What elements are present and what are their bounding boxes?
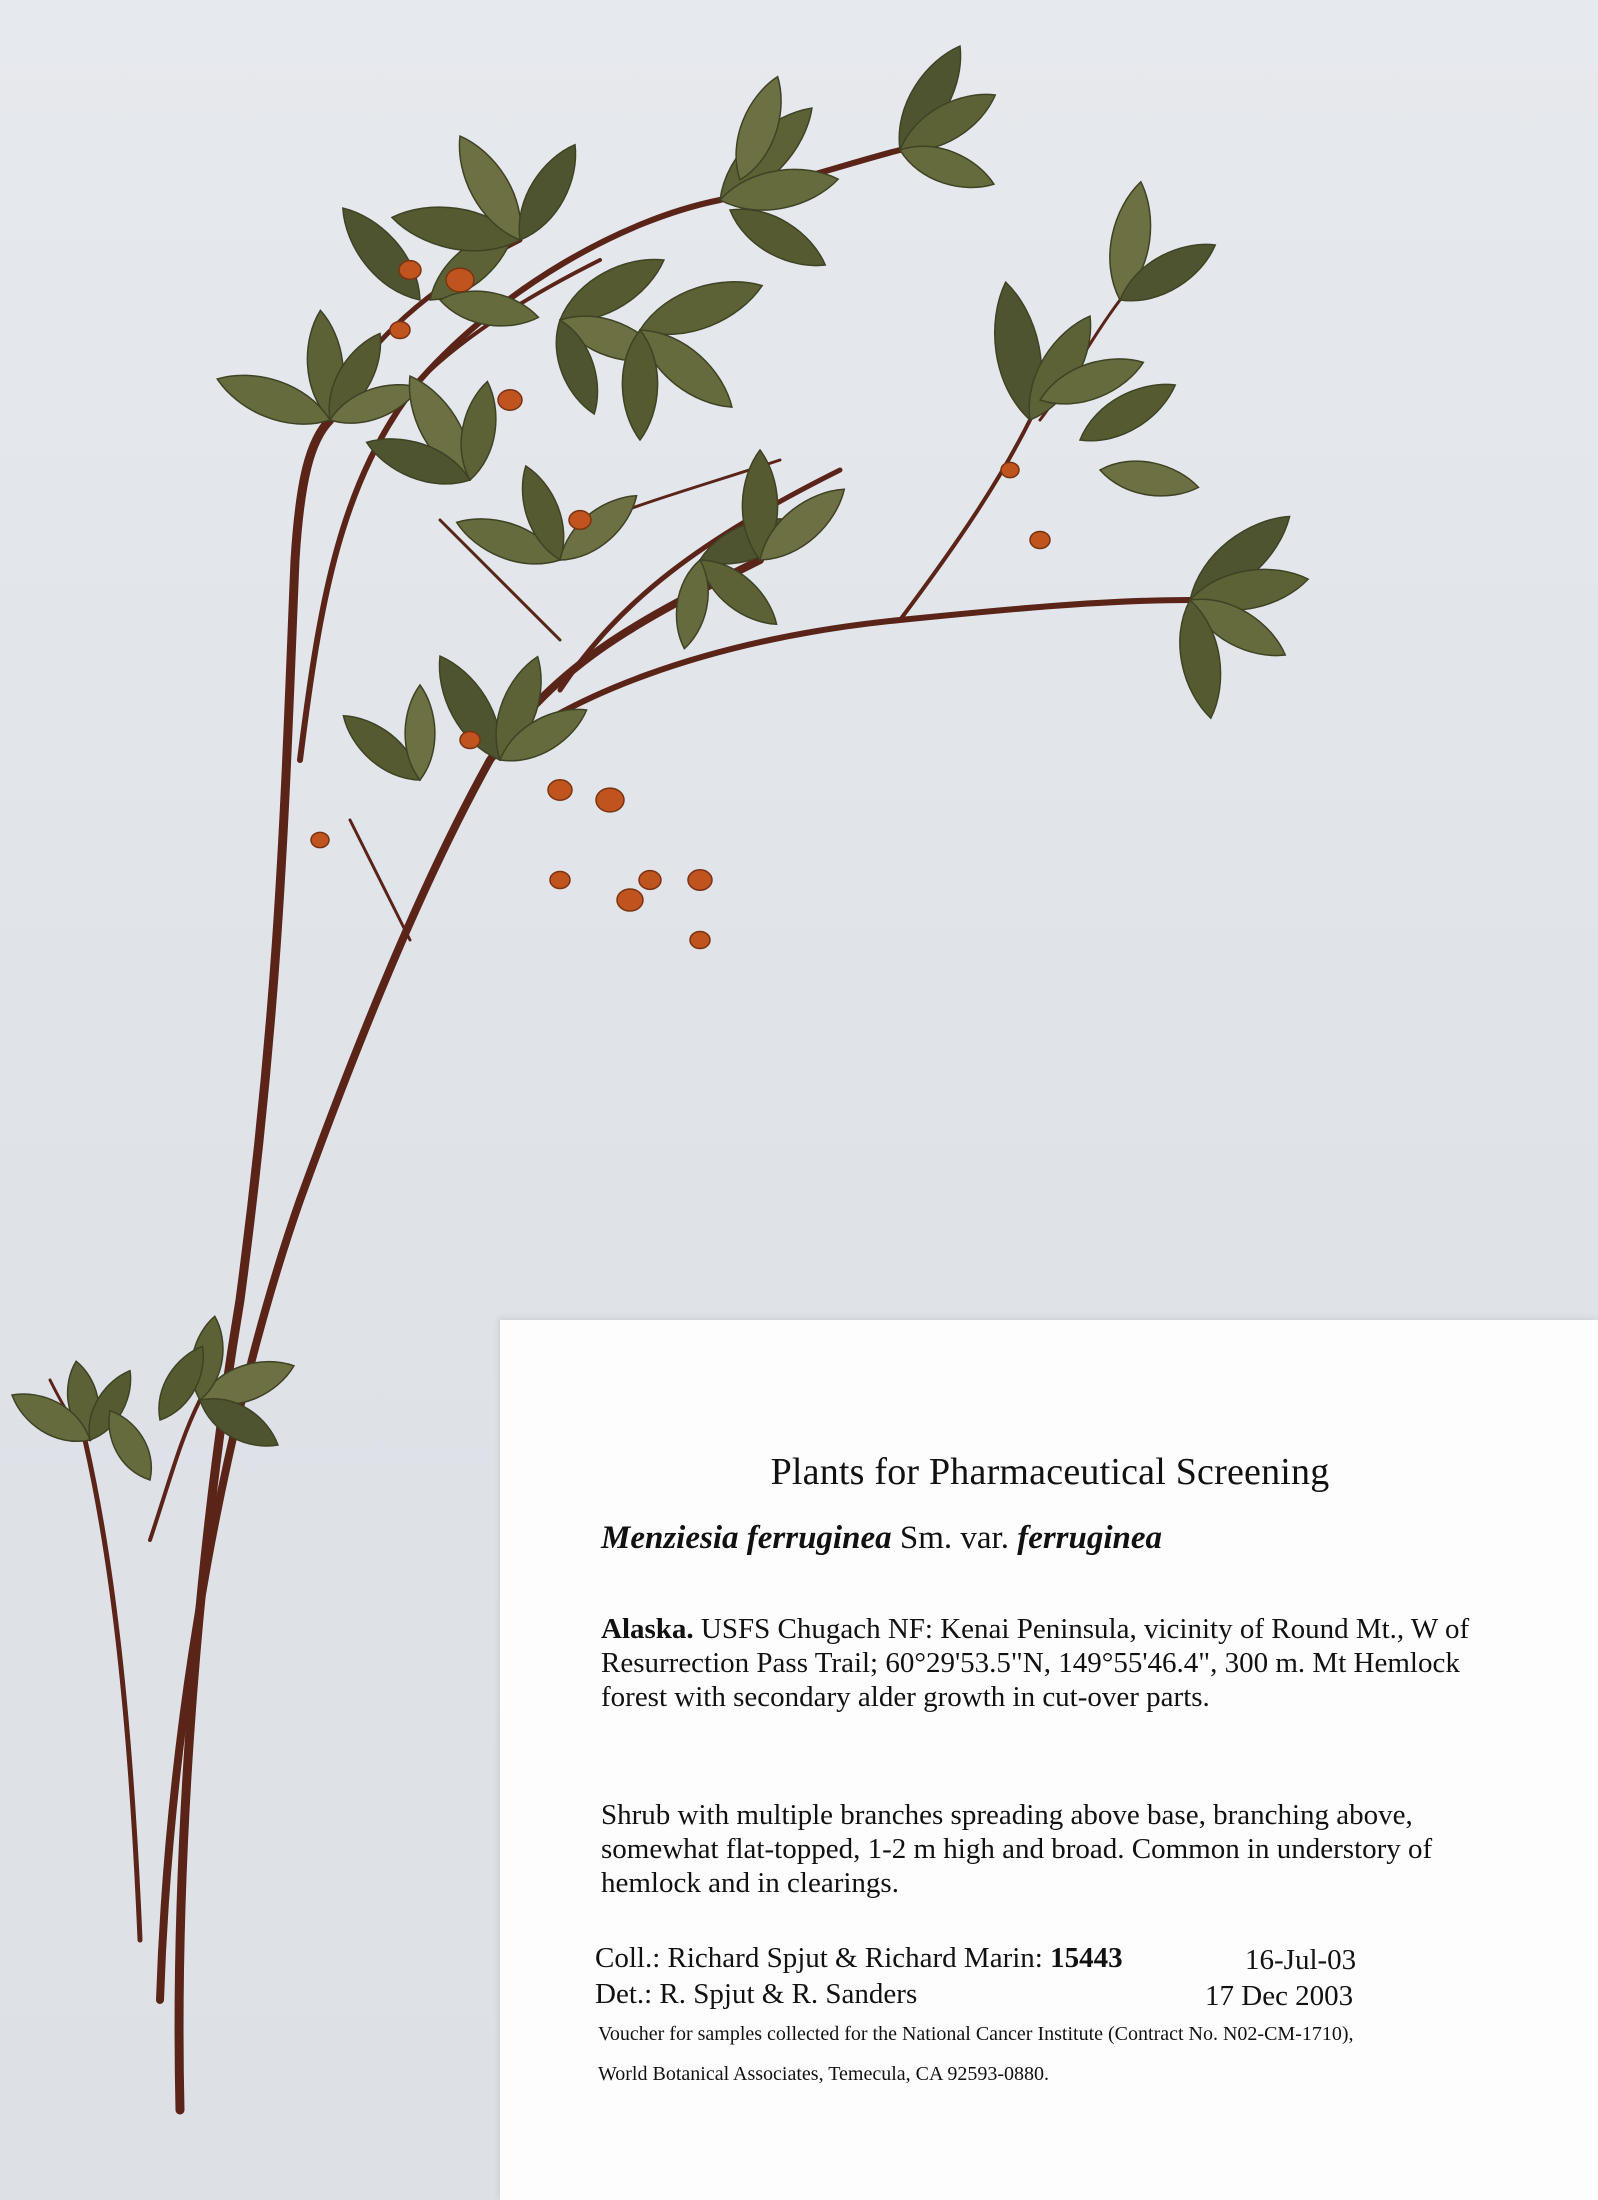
collectors: Coll.: Richard Spjut & Richard Marin:	[595, 1942, 1051, 1974]
label-title: Plants for Pharmaceutical Screening	[770, 1451, 1330, 1493]
taxon-variety: ferruginea	[1017, 1520, 1163, 1556]
stem	[350, 820, 410, 940]
locality	[601, 1612, 1501, 1714]
leaf	[550, 483, 647, 572]
flower	[639, 871, 661, 890]
determiners: Det.: R. Spjut & R. Sanders	[595, 1978, 918, 2010]
flower	[311, 832, 329, 847]
flower	[1001, 462, 1019, 477]
collector-line	[595, 1942, 1123, 1975]
taxon-genus-species: Menziesia ferruginea	[601, 1520, 892, 1556]
leaf	[1097, 454, 1201, 503]
habit-description: Shrub with multiple branches spreading above base, branching above, somewhat flat-topped, 1-2 m high and broad. Common in understory of hemlock and in clearings.	[601, 1799, 1433, 1899]
voucher-line-2: World Botanical Associates, Temecula, CA 92593-0880.	[598, 2063, 1049, 2085]
locality-text: USFS Chugach NF: Kenai Peninsula, vicinity of Round Mt., W of Resurrection Pass Trail; 60°29'53.5"N, 149°55'46.4", 300 m. Mt Hemlock forest with secondary alder growth in cut-over parts.	[601, 1613, 1470, 1713]
flower	[690, 932, 710, 949]
flower	[596, 788, 624, 812]
determination-date: 17 Dec 2003	[1205, 1980, 1354, 2012]
flower	[460, 732, 480, 749]
flower	[446, 268, 474, 292]
voucher-line-1: Voucher for samples collected for the National Cancer Institute (Contract No. N02-CM-1710),	[598, 2023, 1354, 2045]
specimen-label	[500, 1320, 1598, 2200]
locality-region: Alaska.	[601, 1613, 694, 1645]
stem	[490, 600, 1190, 760]
flower	[617, 889, 643, 911]
flower	[498, 390, 522, 410]
taxon-author: Sm. var.	[891, 1520, 1018, 1556]
stem	[900, 420, 1030, 620]
taxon-name	[601, 1520, 1162, 1557]
stem	[179, 420, 330, 2110]
flower	[390, 322, 410, 339]
flower	[688, 870, 712, 890]
stem	[85, 1440, 140, 1940]
flower	[548, 780, 572, 800]
flower	[1030, 532, 1050, 549]
flower	[550, 872, 570, 889]
collection-number: 15443	[1050, 1942, 1123, 1974]
flower	[569, 511, 591, 530]
collection-date: 16-Jul-03	[1245, 1944, 1357, 1976]
flower	[399, 261, 421, 280]
stem	[150, 1400, 200, 1540]
